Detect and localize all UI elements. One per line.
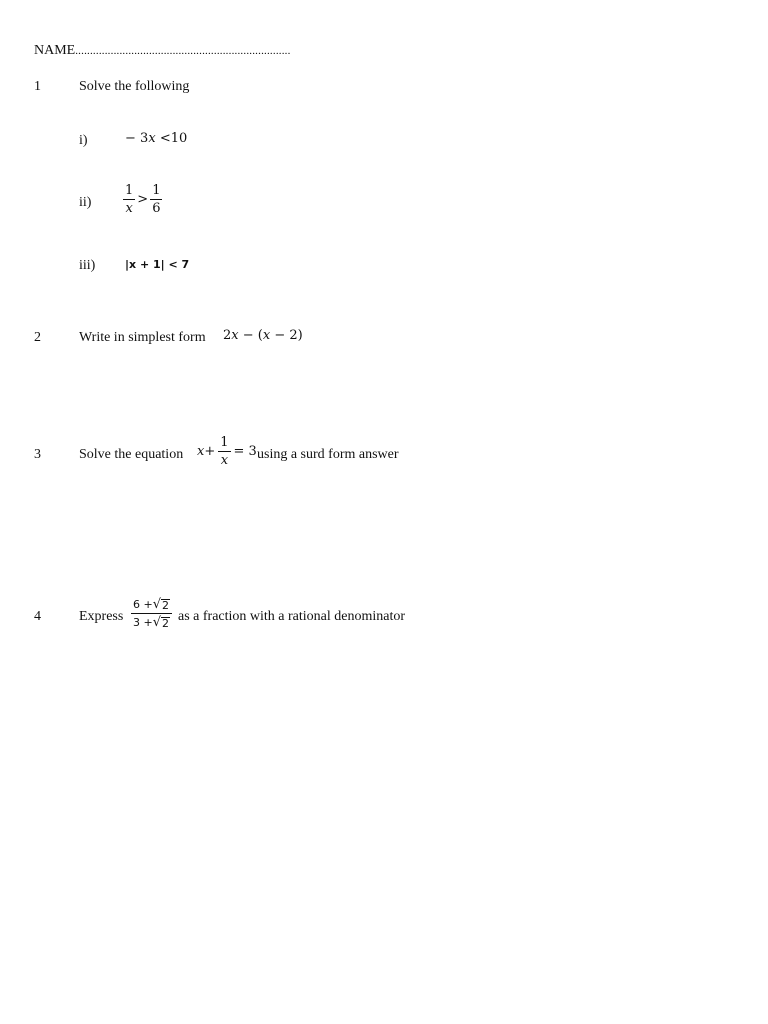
q1-part-ii-label: ii) [79, 195, 92, 210]
fraction-1-over-x: $\frac{1}{x}$ [125, 183, 134, 216]
q1-text: Solve the following [79, 79, 190, 94]
q3-number: 3 [34, 447, 41, 462]
q4-text-after: as a fraction with a rational denominator [178, 609, 406, 624]
sqrt-icon: √ 2 [152, 615, 170, 630]
q1-part-ii-expr: $\frac{1}{x}$ > $\frac{1}{6}$ [125, 183, 161, 216]
q1-part-iii-label: iii) [79, 258, 96, 273]
q3-text-before: Solve the equation [79, 447, 184, 462]
q1-part-iii-expr: |x + 1| < 7 [125, 258, 190, 271]
name-label: NAME [34, 43, 76, 58]
q1-part-i-label: i) [79, 133, 88, 148]
q4-number: 4 [34, 609, 41, 624]
q2-expr: 2x − (x − 2) [223, 328, 303, 343]
name-field [34, 44, 291, 58]
q4-text-before: Express [79, 609, 124, 624]
sqrt-icon: √ 2 [152, 597, 170, 612]
q3-text-after: using a surd form answer [257, 447, 399, 462]
q1-number: 1 [34, 79, 41, 94]
name-dots: ......................................................................... [75, 45, 291, 57]
q4-fraction [131, 598, 172, 629]
fraction-1-over-x: $\frac{1}{x}$ [220, 435, 229, 468]
q4-numerator: 6 + √ 2 [131, 598, 172, 614]
fraction-1-over-6: $\frac{1}{6}$ [152, 183, 161, 216]
q3-equation: x + $\frac{1}{x}$ = 3 [197, 435, 257, 468]
q2-text: Write in simplest form [79, 330, 206, 345]
q2-number: 2 [34, 330, 41, 345]
q4-denominator: 3 + √ 2 [133, 615, 170, 630]
q1-part-i-expr: − 3x <10 [125, 131, 188, 146]
